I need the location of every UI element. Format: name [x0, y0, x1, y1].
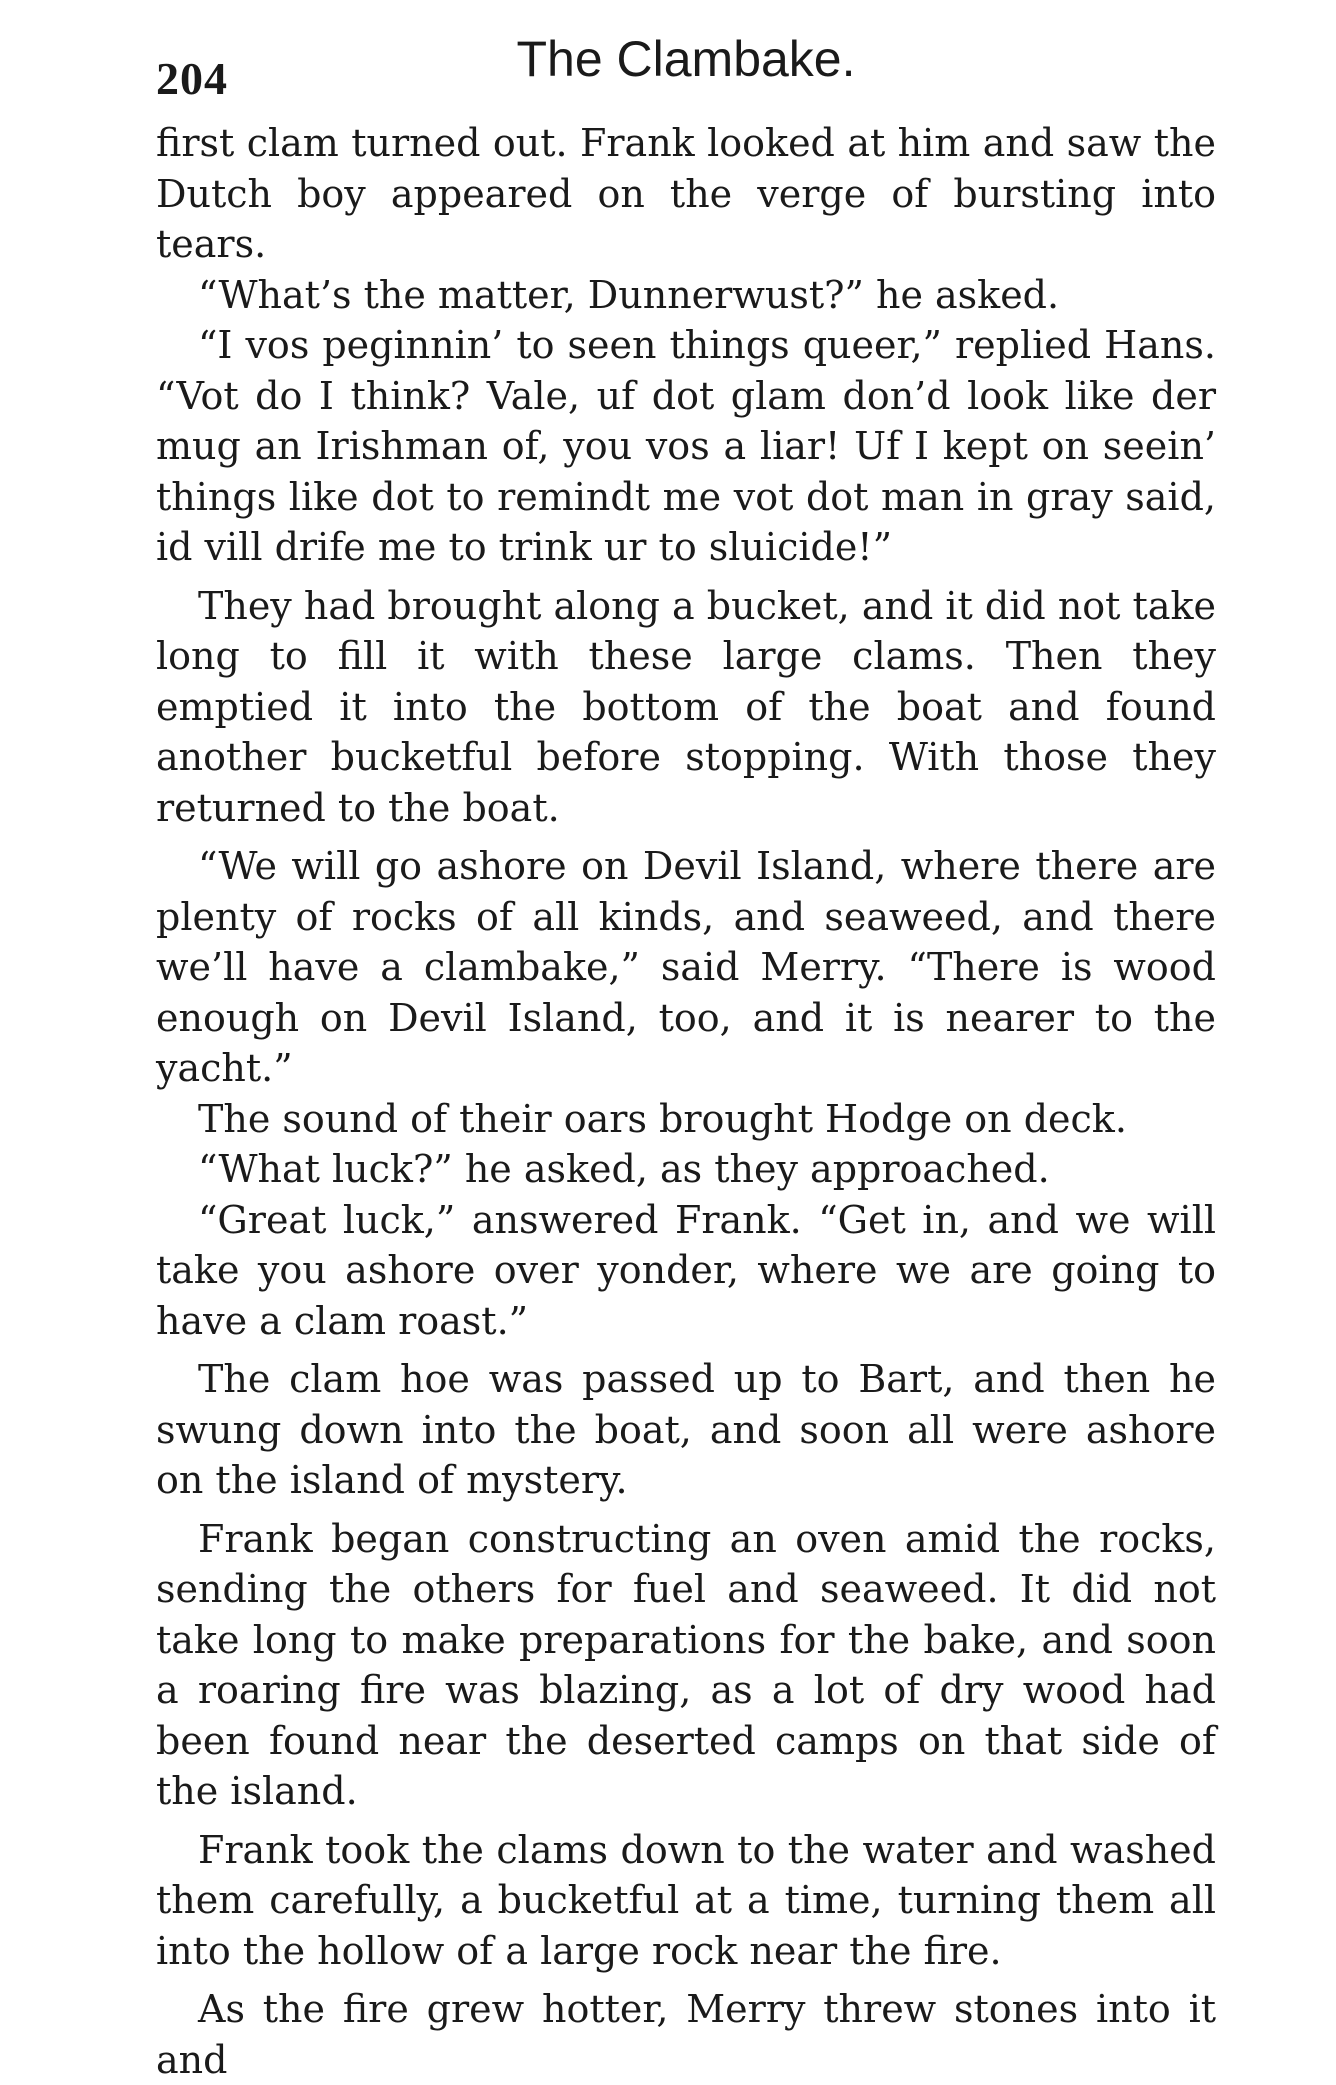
book-page [156, 30, 1216, 2085]
paragraph: “I vos peginnin’ to seen things queer,” replied Hans. “Vot do I think? Vale, uf dot glam don’d look like der mug an Irishman of, you vos a liar! Uf I kept on seein’ things like dot to remindt me vot dot man in gray said, id vill drife me to trink ur to sluicide!” [156, 323, 1216, 569]
paragraph: The sound of their oars brought Hodge on deck. [198, 1096, 1127, 1141]
paragraph: Frank began constructing an oven amid the rocks, sending the others for fuel and seaweed. It did not take long to make preparations for the bake, and soon a roaring fire was blazing, as a lot of dry wood had been found near the deserted camps on that side of the island. [156, 1516, 1216, 1813]
paragraph: “What luck?” he asked, as they approached. [198, 1147, 1050, 1191]
paragraph: “Great luck,” answered Frank. “Get in, and we will take you ashore over yonder, where we are going to have a clam roast.” [156, 1197, 1216, 1343]
body-text [156, 118, 1216, 2085]
page-header [156, 30, 1216, 118]
paragraph: first clam turned out. Frank looked at him and saw the Dutch boy appeared on the verge of bursting into tears. [156, 121, 1216, 266]
paragraph: The clam hoe was passed up to Bart, and then he swung down into the boat, and soon all were ashore on the island of mystery. [156, 1357, 1216, 1502]
paragraph: “What’s the matter, Dunnerwust?” he asked. [198, 272, 1060, 317]
paragraph: “We will go ashore on Devil Island, where there are plenty of rocks of all kinds, and seaweed, and there we’ll have a clambake,” said Merry. “There is wood enough on Devil Island, too, and it is nearer to the yacht.” [156, 844, 1216, 1090]
paragraph: Frank took the clams down to the water and washed them carefully, a bucketful at a time, turning them all into the hollow of a large rock near the fire. [156, 1827, 1216, 1973]
page-number: 204 [156, 53, 228, 104]
paragraph: They had brought along a bucket, and it did not take long to fill it with these large clams. Then they emptied it into the bottom of the boat and found another bucketful before stopping. With those they returned to the boat. [156, 583, 1216, 830]
paragraph: As the fire grew hotter, Merry threw stones into it and [156, 1987, 1216, 2082]
running-title: The Clambake. [516, 31, 856, 87]
